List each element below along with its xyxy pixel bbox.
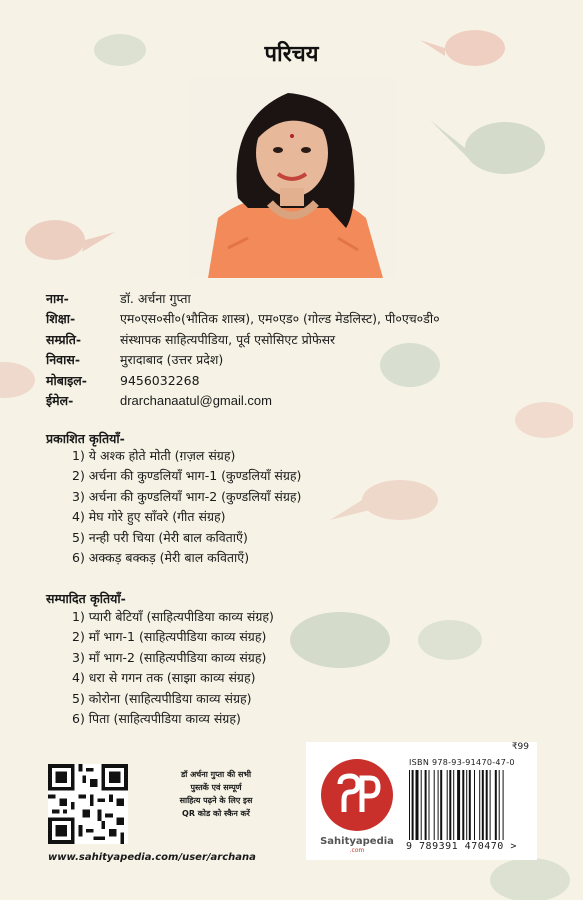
list-item: 5) कोरोना (साहित्यपीडिया काव्य संग्रह) [72,690,252,706]
list-item: 1) प्यारी बेटियाँ (साहित्यपीडिया काव्य संग्रह) [72,608,274,624]
info-label: नाम- [46,290,69,306]
info-row-name [46,288,440,309]
info-label: ईमेल- [46,393,74,409]
info-value: संस्थापक साहित्यपीडिया, पूर्व एसोसिएट प्रोफेसर [120,331,336,347]
profile-url[interactable]: www.sahityapedia.com/user/archana [48,852,256,863]
info-row-residence [46,350,440,371]
list-item: 3) अर्चना की कुण्डलियाँ भाग-2 (कुण्डलियाँ संग्रह) [72,488,302,504]
published-list [72,445,301,568]
list-item: 1) ये अश्क होते मोती (ग़ज़ल संग्रह) [72,447,236,463]
info-table [46,288,440,411]
info-row-email [46,391,440,412]
list-item: 2) अर्चना की कुण्डलियाँ भाग-1 (कुण्डलियाँ संग्रह) [72,468,302,484]
qr-caption [138,768,294,820]
info-row-education [46,309,440,330]
publisher-domain: .com [349,847,365,854]
edited-list [72,606,274,729]
list-item: 6) अक्कड़ बक्कड़ (मेरी बाल कविताएँ) [72,550,250,566]
qr-caption-line: डॉ अर्चना गुप्ता की सभी [180,770,252,779]
price-label: ₹99 [511,742,529,752]
info-label: मोबाइल- [46,372,87,388]
info-label: सम्प्रति- [46,331,82,347]
author-photo [188,78,397,278]
info-label: शिक्षा- [46,311,76,327]
publisher-logo-icon [318,756,396,834]
list-item: 4) धरा से गगन तक (साझा काव्य संग्रह) [72,670,256,686]
info-row-current [46,329,440,350]
edited-heading: सम्पादित कृतियाँ- [46,591,126,606]
info-value: एम०एस०सी०(भौतिक शास्त्र), एम०एड० (गोल्ड मेडलिस्ट), पी०एच०डी० [120,311,440,327]
list-item: 6) पिता (साहित्यपीडिया काव्य संग्रह) [72,711,241,727]
info-value: 9456032268 [120,372,200,388]
qr-caption-line: पुस्तकें एवं सम्पूर्ण [190,783,242,792]
info-row-mobile [46,370,440,391]
info-value: डॉ. अर्चना गुप्ता [120,290,191,306]
page-title: परिचय [264,42,319,67]
barcode-icon [409,770,531,840]
published-heading: प्रकाशित कृतियाँ- [46,431,125,446]
list-item: 3) माँ भाग-2 (साहित्यपीडिया काव्य संग्रह) [72,649,267,665]
barcode-number: 9 789391 470470 > [406,841,517,852]
isbn-label: ISBN 978-93-91470-47-0 [409,758,515,767]
list-item: 2) माँ भाग-1 (साहित्यपीडिया काव्य संग्रह) [72,629,267,645]
info-value: मुरादाबाद (उत्तर प्रदेश) [120,352,224,368]
list-item: 5) नन्ही परी चिया (मेरी बाल कविताएँ) [72,529,248,545]
isbn-barcode-box [306,742,537,860]
qr-code [48,764,128,844]
qr-caption-line: साहित्य पढ़ने के लिए इस [179,796,253,805]
list-item: 4) मेघ गोरे हुए साँवरे (गीत संग्रह) [72,509,226,525]
publisher-name: Sahityapedia [320,836,394,847]
email-value: drarchanaatul@gmail.com [120,393,272,409]
qr-caption-line: QR कोड को स्कैन करें [182,809,250,818]
info-label: निवास- [46,352,81,368]
